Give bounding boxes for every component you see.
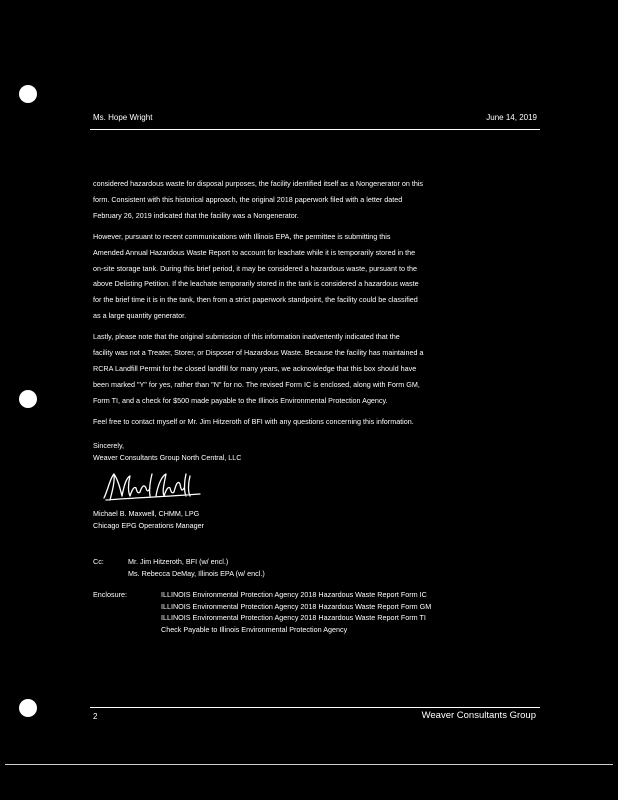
text-line: RCRA Landfill Permit for the closed landfill for many years, we acknowledge that this box should have [93, 363, 417, 373]
cc-recipient: Ms. Rebecca DeMay, Illinois EPA (w/ encl.) [128, 569, 265, 578]
enclosure-item: ILLINOIS Environmental Protection Agency 2018 Hazardous Waste Report Form GM [161, 601, 432, 611]
punch-hole [19, 390, 37, 408]
enclosure-list [161, 589, 431, 635]
text-line: as a large quantity generator. [93, 311, 187, 321]
letter-body [93, 176, 539, 435]
letter-date: June 14, 2019 [486, 113, 537, 122]
footer-divider [90, 707, 540, 708]
signer-block [93, 508, 204, 532]
signer-name: Michael B. Maxwell, CHMM, LPG [93, 509, 200, 518]
text-line: considered hazardous waste for disposal purposes, the facility identified itself as a Nongenerator on this [93, 179, 424, 188]
text-line: Lastly, please note that the original submission of this information inadvertently indicated that the [93, 332, 400, 342]
enclosure-item: ILLINOIS Environmental Protection Agency 2018 Hazardous Waste Report Form IC [161, 590, 427, 599]
closing-block [93, 440, 241, 464]
cc-recipient: Mr. Jim Hitzeroth, BFI (w/ encl.) [128, 557, 229, 566]
signer-title: Chicago EPG Operations Manager [93, 521, 205, 530]
handwritten-signature [100, 470, 204, 504]
text-line: been marked "Y" for yes, rather than "N" for no. The revised Form IC is enclosed, along with Form GM, [93, 379, 420, 389]
footer-organization: Weaver Consultants Group [421, 710, 536, 721]
enclosure-item: ILLINOIS Environmental Protection Agency 2018 Hazardous Waste Report Form TI [161, 613, 426, 622]
enclosure-label: Enclosure: [93, 590, 127, 599]
text-line: Feel free to contact myself or Mr. Jim Hitzeroth of BFI with any questions concerning this information. [93, 416, 414, 426]
cc-list [128, 556, 265, 580]
text-line: on-site storage tank. During this brief period, it may be considered a hazardous waste, pursuant to the [93, 263, 418, 273]
enclosure-item: Check Payable to Illinois Environmental Protection Agency [161, 624, 348, 634]
recipient-name: Ms. Hope Wright [93, 113, 153, 122]
page-number: 2 [93, 712, 98, 721]
punch-hole [19, 699, 37, 717]
salutation: Sincerely, [93, 441, 125, 450]
text-line: February 26, 2019 indicated that the facility was a Nongenerator. [93, 210, 299, 220]
header-divider [90, 129, 540, 130]
paragraph [93, 329, 539, 409]
punch-hole [19, 85, 37, 103]
text-line: above Delisting Petition. If the leachate temporarily stored in the tank is considered a hazardous waste [93, 279, 419, 289]
paragraph [93, 414, 539, 430]
paragraph [93, 176, 539, 224]
text-line: facility was not a Treater, Storer, or Disposer of Hazardous Waste. Because the facility has maintained a [93, 348, 424, 358]
text-line: form. Consistent with this historical approach, the original 2018 paperwork filed with a letter dated [93, 194, 403, 204]
paragraph [93, 229, 539, 324]
text-line: Form TI, and a check for $500 made payable to the Illinois Environmental Protection Agency. [93, 395, 388, 405]
scan-edge-line [5, 764, 613, 765]
text-line: for the brief time it is in the tank, then from a strict paperwork standpoint, the facility could be classified [93, 295, 418, 305]
company-name: Weaver Consultants Group North Central, LLC [93, 453, 242, 462]
text-line: However, pursuant to recent communications with Illinois EPA, the permittee is submitting this [93, 231, 391, 241]
cc-label: Cc: [93, 557, 104, 566]
text-line: Amended Annual Hazardous Waste Report to account for leachate while it is temporarily stored in the [93, 247, 416, 257]
